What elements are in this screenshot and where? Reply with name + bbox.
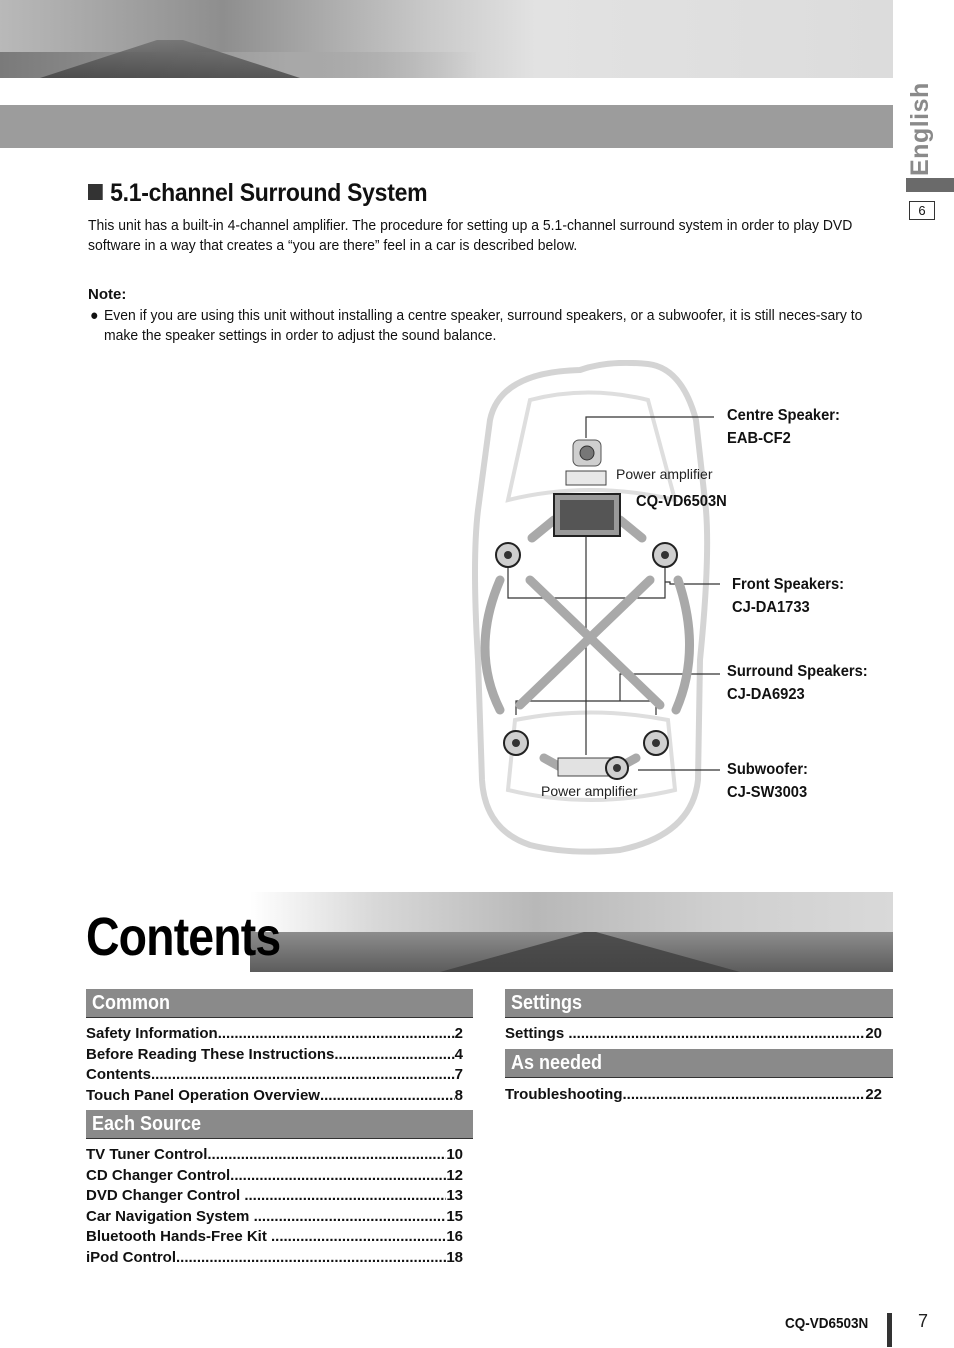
toc-heading-settings: Settings: [505, 989, 893, 1018]
toc-list-common: [86, 1024, 463, 1106]
toc-entry[interactable]: Car Navigation System ..... 15: [86, 1207, 463, 1228]
section-title-text: 5.1-channel Surround System: [110, 179, 428, 207]
arrow-top-right: [620, 520, 642, 538]
language-page-number: 6: [909, 201, 935, 220]
toc-entry[interactable]: Touch Panel Operation Overview ..... 8: [86, 1086, 463, 1107]
arrow-cross-2: [530, 580, 660, 705]
toc-heading-as-needed: As needed: [505, 1049, 893, 1078]
arrow-cross-1: [520, 580, 650, 705]
header-road-banner: [0, 0, 893, 78]
head-unit-label: CQ-VD6503N: [636, 493, 727, 510]
surround-speakers-label: Surround Speakers: CJ-DA6923: [727, 663, 868, 703]
toc-entry[interactable]: Contents ..... 7: [86, 1065, 463, 1086]
toc-entry[interactable]: DVD Changer Control ..... 13: [86, 1186, 463, 1207]
toc-heading-each-source: Each Source: [86, 1110, 473, 1139]
note-body: [90, 306, 891, 346]
language-tab-marker: [906, 178, 954, 192]
toc-entry[interactable]: TV Tuner Control ..... 10: [86, 1145, 463, 1166]
footer-page-number: 7: [918, 1311, 929, 1331]
front-left-speaker-icon: [496, 543, 520, 567]
toc-entry[interactable]: Troubleshooting ..... 22: [505, 1085, 882, 1106]
header-grey-bar: [0, 105, 893, 148]
footer-divider: [887, 1313, 892, 1347]
toc-heading-common: Common: [86, 989, 473, 1018]
arrow-top-left: [532, 520, 554, 538]
language-tab-label: English: [906, 82, 934, 176]
toc-entry[interactable]: Safety Information ..... 2: [86, 1024, 463, 1045]
subwoofer-label: Subwoofer: CJ-SW3003: [727, 761, 808, 801]
toc-entry[interactable]: Before Reading These Instructions ..... 4: [86, 1045, 463, 1066]
front-speakers-label: Front Speakers: CJ-DA1733: [732, 576, 845, 616]
toc-entry[interactable]: Bluetooth Hands-Free Kit ..... 16: [86, 1227, 463, 1248]
note-bullet-icon: ●: [90, 307, 99, 324]
square-bullet-icon: [88, 184, 103, 200]
power-amplifier-bottom-label: Power amplifier: [541, 783, 638, 799]
note-heading: Note:: [88, 286, 127, 303]
section-intro: This unit has a built-in 4-channel amplifier. The procedure for setting up a 5.1-channel surround system in order to play DVD software in a way that creates a “you are there” feel in a car is described below.: [88, 217, 853, 254]
section-title: [88, 179, 427, 208]
toc-entry[interactable]: iPod Control ..... 18: [86, 1248, 463, 1269]
toc-list-each-source: [86, 1145, 463, 1268]
arrow-right-curve: [676, 580, 690, 710]
arrow-left-curve: [485, 580, 500, 710]
footer-model-number: CQ-VD6503N: [785, 1315, 869, 1332]
contents-title: Contents: [86, 907, 281, 967]
front-right-speaker-icon: [653, 543, 677, 567]
surround-left-speaker-icon: [504, 731, 528, 755]
toc-list-as-needed: [505, 1085, 882, 1106]
note-text: Even if you are using this unit without installing a centre speaker, surround speakers, or a subwoofer, it is still neces-sary to make the speaker settings in order to adjust the sound balance.: [104, 307, 863, 344]
subwoofer-icon: [606, 757, 628, 779]
toc-list-settings: [505, 1024, 882, 1045]
toc-entry[interactable]: CD Changer Control ..... 12: [86, 1166, 463, 1187]
power-amplifier-top-icon: [566, 471, 606, 485]
centre-speaker-label: Centre Speaker: EAB-CF2: [727, 407, 840, 447]
surround-right-speaker-icon: [644, 731, 668, 755]
toc-entry[interactable]: Settings ..... 20: [505, 1024, 882, 1045]
power-amplifier-top-label: Power amplifier: [616, 466, 713, 482]
